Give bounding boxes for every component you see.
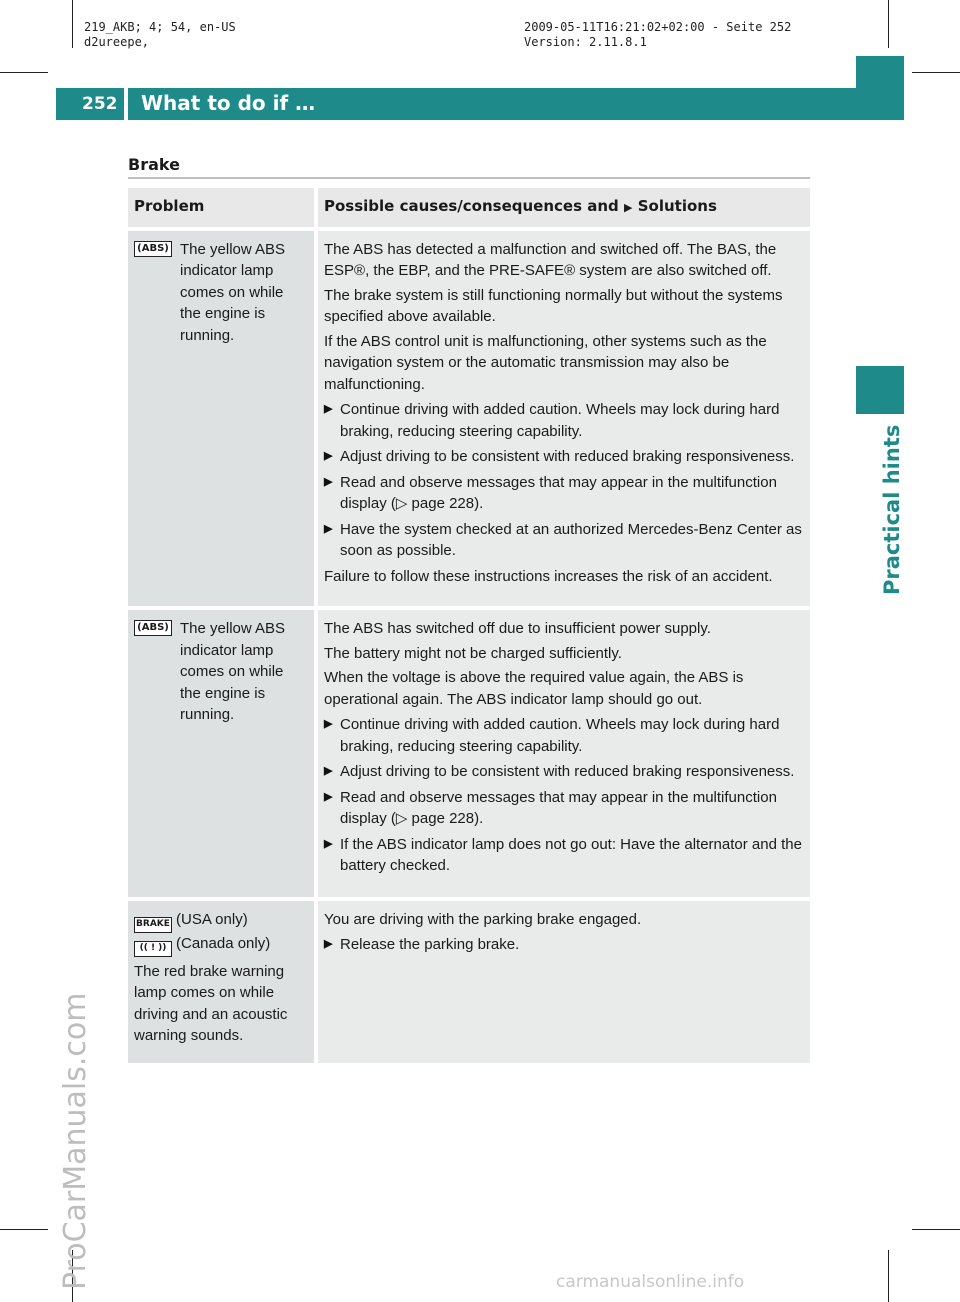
problem-cell: [128, 227, 318, 607]
solution-cell: [318, 227, 810, 607]
print-meta-right: [524, 20, 791, 50]
step-item: [324, 761, 804, 783]
step-arrow-icon: ▶: [324, 475, 333, 488]
paragraph: The ABS has switched off due to insufficient power supply.: [324, 620, 711, 637]
table-header-row: [128, 188, 810, 227]
step-item: [324, 399, 804, 442]
arrow-icon: ▶: [624, 201, 633, 214]
paragraph: When the voltage is above the required value again, the ABS is operational again. The ABS indicator lamp should go out.: [324, 669, 744, 708]
step-item: [324, 934, 804, 956]
print-meta-left: [84, 20, 236, 50]
header-divider: [124, 56, 128, 120]
paragraph: Failure to follow these instructions increases the risk of an accident.: [324, 567, 773, 585]
brake-warning-canada-icon: (( ! )): [134, 941, 172, 957]
brake-usa-line: [134, 909, 308, 933]
step-arrow-icon: ▶: [324, 718, 333, 730]
abs-indicator-icon: (ABS): [134, 241, 172, 257]
paragraph: The brake system is still functioning normally but without the systems specified above available.: [324, 286, 783, 325]
page-number: 252: [82, 94, 118, 114]
step-item: [324, 519, 804, 562]
solution-cell: [318, 606, 810, 897]
step-item: [324, 787, 804, 830]
step-item: [324, 446, 804, 468]
crop-mark: [912, 72, 960, 73]
problem-cell: [128, 606, 318, 897]
paragraph: The ABS has detected a malfunction and switched off. The BAS, the ESP®, the EBP, and the PRE-SAFE® system are also switched off.: [324, 240, 777, 279]
crop-mark: [0, 1229, 48, 1230]
side-tab-block: [856, 366, 904, 414]
region-label: (USA only): [176, 910, 248, 928]
problem-cell: [128, 897, 318, 1063]
step-arrow-icon: ▶: [324, 450, 333, 462]
section-rule: [128, 177, 810, 179]
step-text: If the ABS indicator lamp does not go out: Have the alternator and the battery checked.: [340, 835, 802, 874]
crop-mark: [888, 1250, 889, 1302]
table-row: [128, 606, 810, 897]
paragraph: The battery might not be charged sufficiently.: [324, 644, 622, 662]
print-meta-text: 2009-05-11T16:21:02+02:00 - Seite 252: [524, 20, 792, 34]
table-row: [128, 897, 810, 1063]
col-header-solutions: [318, 188, 810, 227]
step-text: Adjust driving to be consistent with reduced braking responsiveness.: [340, 448, 795, 465]
problem-text: The yellow ABS indicator lamp comes on while the engine is running.: [180, 620, 286, 723]
table-row: [128, 227, 810, 607]
side-tab-label: Practical hints: [880, 424, 904, 595]
paragraph: If the ABS control unit is malfunctioning, other systems such as the navigation system or the automatic transmission may also be malfunctioning.: [324, 332, 767, 393]
step-text: Read and observe messages that may appear in the multifunction display (▷ page 228).: [340, 473, 777, 512]
step-item: [324, 834, 804, 877]
footer-watermark: carmanualsonline.info: [556, 1272, 745, 1292]
problem-text: The red brake warning lamp comes on while driving and an acoustic warning sounds.: [134, 962, 288, 1044]
step-item: [324, 472, 804, 515]
brake-warning-icon: BRAKE: [134, 917, 172, 933]
step-text: Have the system checked at an authorized Mercedes-Benz Center as soon as possible.: [340, 520, 802, 559]
step-arrow-icon: ▶: [324, 837, 333, 850]
brake-table: [128, 188, 810, 1063]
section-title: Brake: [128, 155, 180, 174]
print-meta-text: d2ureepe,: [84, 35, 150, 49]
step-text: Continue driving with added caution. Wheels may lock during hard braking, reducing steering capability.: [340, 716, 780, 755]
step-arrow-icon: ▶: [324, 790, 333, 803]
region-label: (Canada only): [176, 934, 271, 952]
step-arrow-icon: ▶: [324, 765, 333, 777]
crop-mark: [912, 1229, 960, 1230]
step-text: Release the parking brake.: [340, 936, 520, 953]
paragraph: You are driving with the parking brake engaged.: [324, 910, 642, 928]
step-item: [324, 714, 804, 757]
print-meta-text: 219_AKB; 4; 54, en-US: [84, 20, 236, 34]
col-header-problem: Problem: [128, 188, 318, 227]
watermark: ProCarManuals.com: [58, 992, 93, 1290]
crop-mark: [0, 72, 48, 73]
brake-canada-line: [134, 933, 308, 957]
crop-mark: [72, 0, 73, 48]
col-header-text: Solutions: [637, 197, 717, 215]
step-arrow-icon: ▶: [324, 938, 333, 950]
abs-indicator-icon: (ABS): [134, 620, 172, 636]
step-text: Adjust driving to be consistent with reduced braking responsiveness.: [340, 763, 795, 780]
crop-mark: [888, 0, 889, 48]
step-text: Read and observe messages that may appear in the multifunction display (▷ page 228).: [340, 788, 777, 827]
problem-text: The yellow ABS indicator lamp comes on while the engine is running.: [180, 240, 286, 344]
solution-cell: [318, 897, 810, 1063]
print-meta-text: Version: 2.11.8.1: [524, 35, 647, 49]
step-text: Continue driving with added caution. Wheels may lock during hard braking, reducing steering capability.: [340, 401, 780, 440]
page-title: What to do if …: [141, 91, 316, 115]
step-arrow-icon: ▶: [324, 522, 333, 535]
step-arrow-icon: ▶: [324, 403, 333, 415]
col-header-text: Possible causes/consequences and: [324, 197, 619, 215]
